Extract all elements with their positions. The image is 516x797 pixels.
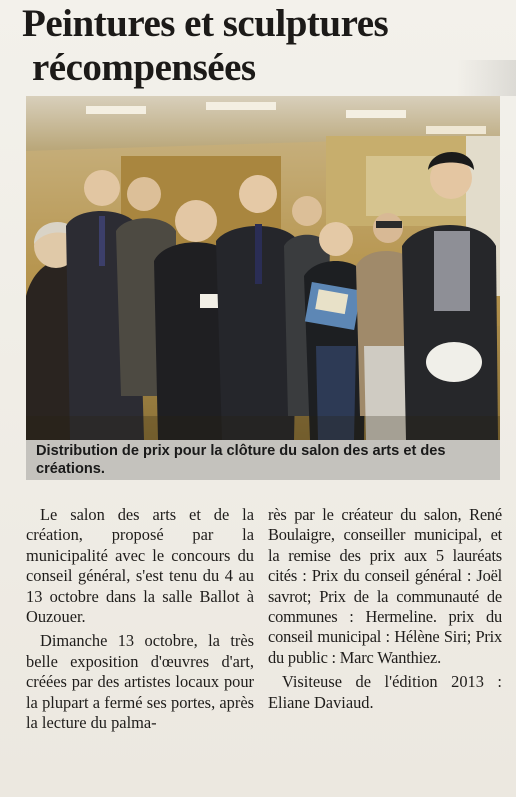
article-column-left xyxy=(26,505,254,733)
group-photo-illustration xyxy=(26,96,500,440)
headline-line-1: Peintures et sculptures xyxy=(22,2,389,45)
right-paragraph-1: rès par le créateur du salon, René Boulaigre, conseiller municipal, et la remise des prix aux 5 lauréats cités : Prix du conseil général : Joël savrot; Prix de la communauté de communes : Hermeline. prix du conseil municipal : Hélène Siri; Prix du public : Marc Wanthiez. xyxy=(268,505,502,667)
left-paragraph-1: Le salon des arts et de la création, proposé par la municipalité avec le concours du conseil général, s'est tenu du 4 au 13 octobre dans la salle Ballot à Ouzouer. xyxy=(26,505,254,627)
headline-line-2: récompensées xyxy=(32,46,256,89)
photo-caption: Distribution de prix pour la clôture du salon des arts et des créations. xyxy=(26,440,500,480)
next-column-bleed xyxy=(456,60,516,96)
right-paragraph-2: Visiteuse de l'édition 2013 : Eliane Daviaud. xyxy=(268,672,502,712)
article-column-right xyxy=(268,505,502,713)
article-headline xyxy=(22,2,502,90)
article-photo xyxy=(26,96,500,440)
left-paragraph-2: Dimanche 13 octobre, la très belle exposition d'œuvres d'art, créées par des artistes locaux pour la plupart a fermé ses portes, après la lecture du palma- xyxy=(26,631,254,733)
